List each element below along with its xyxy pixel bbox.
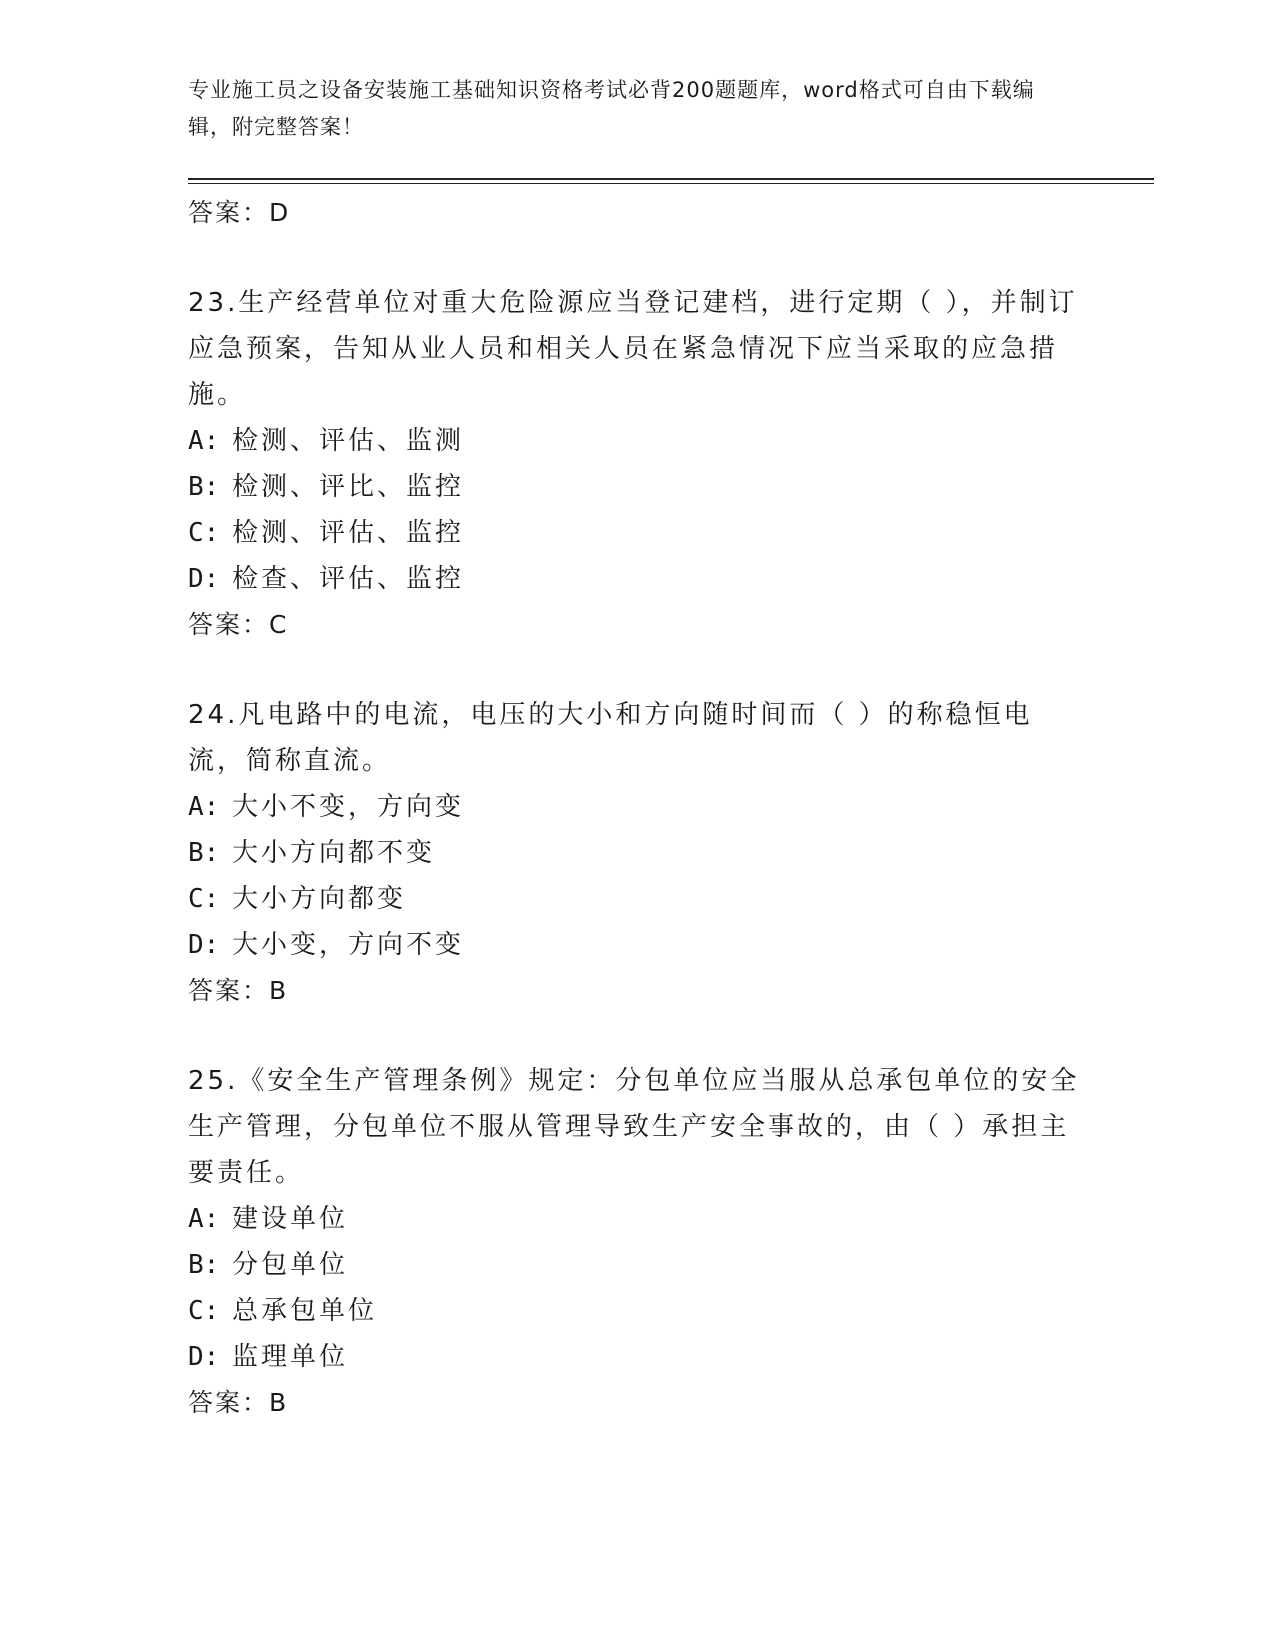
option-key: C: — [188, 1296, 220, 1326]
question-text: 24.凡电路中的电流，电压的大小和方向随时间而（ ）的称稳恒电流，简称直流。 — [188, 700, 1033, 776]
option-c — [188, 510, 1088, 556]
option-c — [188, 876, 1088, 922]
option-text: 总承包单位 — [232, 1296, 378, 1326]
option-text: 分包单位 — [232, 1250, 349, 1280]
option-key: C: — [188, 518, 220, 548]
spacer — [188, 236, 1088, 280]
option-key: D: — [188, 564, 220, 594]
question-text: 25.《安全生产管理条例》规定：分包单位应当服从总承包单位的安全生产管理，分包单位不服从管理导致生产安全事故的，由（ ）承担主要责任。 — [188, 1066, 1080, 1188]
answer-line: 答案：C — [188, 610, 289, 639]
option-a — [188, 784, 1088, 830]
option-key: A: — [188, 792, 220, 822]
document-header: 专业施工员之设备安装施工基础知识资格考试必背200题题库，word格式可自由下载编辑，附完整答案！ — [188, 78, 1035, 139]
question-text: 23.生产经营单位对重大危险源应当登记建档，进行定期（ ），并制订应急预案，告知从业人员和相关人员在紧急情况下应当采取的应急措施。 — [188, 288, 1078, 410]
option-key: A: — [188, 426, 220, 456]
answer-line: 答案：D — [188, 198, 291, 227]
option-text: 大小方向都不变 — [232, 838, 436, 868]
option-text: 检测、评比、监控 — [232, 472, 465, 502]
option-key: A: — [188, 1204, 220, 1234]
header-rule-thin — [188, 183, 1154, 184]
option-key: B: — [188, 472, 220, 502]
option-c — [188, 1288, 1088, 1334]
option-key: C: — [188, 884, 220, 914]
question-block — [188, 1058, 1088, 1426]
option-key: B: — [188, 1250, 220, 1280]
option-b — [188, 830, 1088, 876]
option-text: 检查、评估、监控 — [232, 564, 465, 594]
option-text: 大小变，方向不变 — [232, 930, 465, 960]
option-text: 建设单位 — [232, 1204, 349, 1234]
question-block — [188, 692, 1088, 1014]
option-text: 大小方向都变 — [232, 884, 407, 914]
option-b — [188, 1242, 1088, 1288]
document-body — [188, 190, 1088, 1426]
option-text: 检测、评估、监测 — [232, 426, 465, 456]
option-b — [188, 464, 1088, 510]
spacer — [188, 1014, 1088, 1058]
option-text: 大小不变，方向变 — [232, 792, 465, 822]
option-key: D: — [188, 1342, 220, 1372]
option-a — [188, 1196, 1088, 1242]
option-text: 检测、评估、监控 — [232, 518, 465, 548]
answer-line: 答案：B — [188, 976, 289, 1005]
option-text: 监理单位 — [232, 1342, 349, 1372]
answer-line: 答案：B — [188, 1388, 289, 1417]
spacer — [188, 648, 1088, 692]
option-d — [188, 922, 1088, 968]
option-d — [188, 556, 1088, 602]
option-a — [188, 418, 1088, 464]
question-block — [188, 280, 1088, 648]
option-key: B: — [188, 838, 220, 868]
option-key: D: — [188, 930, 220, 960]
header-rule-thick — [188, 178, 1154, 180]
option-d — [188, 1334, 1088, 1380]
